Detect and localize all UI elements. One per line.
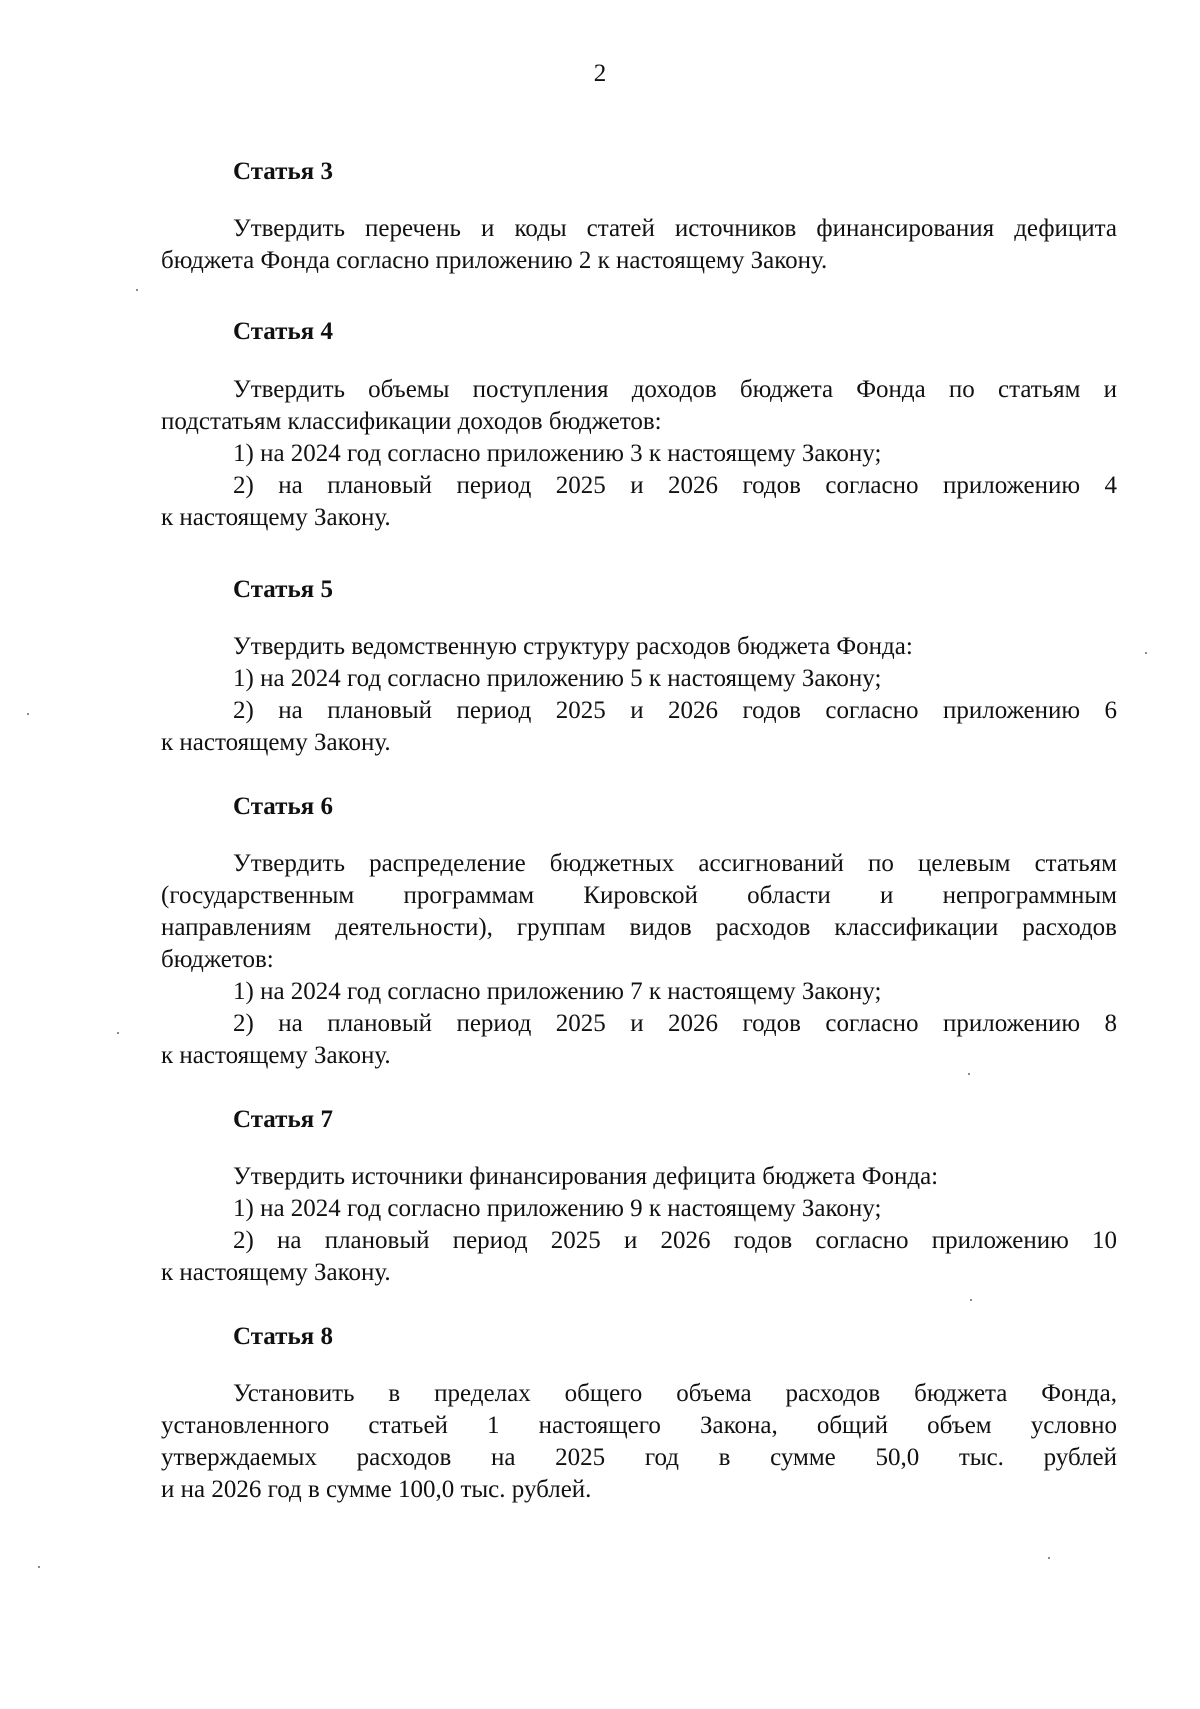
- article-4-list-item-continuation: к настоящему Закону.: [161, 504, 391, 531]
- scan-speck: [1048, 1557, 1050, 1559]
- scan-speck: [136, 289, 138, 291]
- article-4-paragraph-line: Утвердить объемы поступления доходов бюджета Фонда по статьям и: [233, 376, 1117, 403]
- scan-speck: [970, 1299, 972, 1301]
- scan-speck: [38, 1566, 40, 1568]
- article-4-list-item: 2) на плановый период 2025 и 2026 годов согласно приложению 4: [233, 472, 1117, 499]
- article-6-paragraph-line: (государственным программам Кировской области и непрограммным: [161, 882, 1117, 909]
- article-5-heading: Статья 5: [233, 576, 333, 603]
- scan-speck: [27, 713, 29, 715]
- article-8-heading: Статья 8: [233, 1323, 333, 1350]
- article-5-list-item: 1) на 2024 год согласно приложению 5 к настоящему Закону;: [233, 665, 882, 692]
- article-7-list-item: 1) на 2024 год согласно приложению 9 к настоящему Закону;: [233, 1195, 882, 1222]
- scan-speck: [1145, 652, 1147, 654]
- scan-speck: [117, 1032, 119, 1034]
- article-8-paragraph-line: и на 2026 год в сумме 100,0 тыс. рублей.: [161, 1476, 592, 1503]
- article-8-paragraph-line: установленного статьей 1 настоящего Закона, общий объем условно: [161, 1412, 1117, 1439]
- scan-speck: [968, 1073, 970, 1075]
- article-6-paragraph-line: бюджетов:: [161, 946, 274, 973]
- article-3-paragraph-line: бюджета Фонда согласно приложению 2 к настоящему Закону.: [161, 247, 828, 274]
- article-6-paragraph-line: Утвердить распределение бюджетных ассигнований по целевым статьям: [233, 850, 1117, 877]
- article-7-list-item: 2) на плановый период 2025 и 2026 годов согласно приложению 10: [233, 1227, 1117, 1254]
- article-4-heading: Статья 4: [233, 318, 333, 345]
- article-7-paragraph-line: Утвердить источники финансирования дефицита бюджета Фонда:: [233, 1163, 939, 1190]
- article-6-heading: Статья 6: [233, 793, 333, 820]
- article-6-list-item: 2) на плановый период 2025 и 2026 годов согласно приложению 8: [233, 1010, 1117, 1037]
- article-7-heading: Статья 7: [233, 1106, 333, 1133]
- article-5-paragraph-line: Утвердить ведомственную структуру расходов бюджета Фонда:: [233, 633, 913, 660]
- article-5-list-item-continuation: к настоящему Закону.: [161, 729, 391, 756]
- article-4-paragraph-line: подстатьям классификации доходов бюджетов:: [161, 408, 662, 435]
- article-5-list-item: 2) на плановый период 2025 и 2026 годов согласно приложению 6: [233, 697, 1117, 724]
- article-3-paragraph-line: Утвердить перечень и коды статей источников финансирования дефицита: [233, 215, 1117, 242]
- article-8-paragraph-line: утверждаемых расходов на 2025 год в сумме 50,0 тыс. рублей: [161, 1444, 1117, 1471]
- article-8-paragraph-line: Установить в пределах общего объема расходов бюджета Фонда,: [233, 1380, 1117, 1407]
- article-6-list-item-continuation: к настоящему Закону.: [161, 1042, 391, 1069]
- article-7-list-item-continuation: к настоящему Закону.: [161, 1259, 391, 1286]
- article-6-list-item: 1) на 2024 год согласно приложению 7 к настоящему Закону;: [233, 978, 882, 1005]
- page-number: 2: [593, 60, 607, 87]
- article-3-heading: Статья 3: [233, 158, 333, 185]
- article-4-list-item: 1) на 2024 год согласно приложению 3 к настоящему Закону;: [233, 440, 882, 467]
- article-6-paragraph-line: направлениям деятельности), группам видов расходов классификации расходов: [161, 914, 1117, 941]
